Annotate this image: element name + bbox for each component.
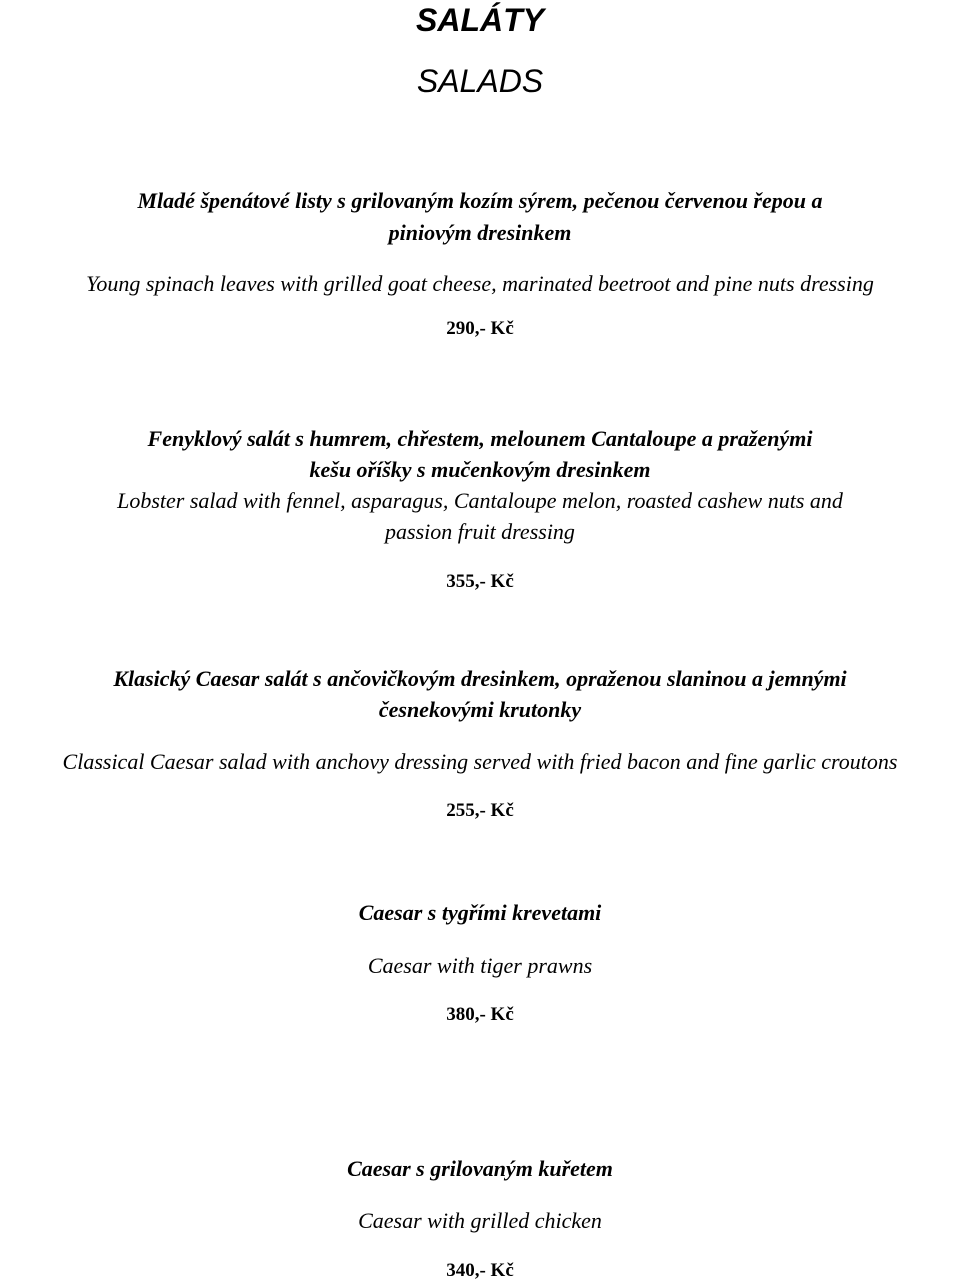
menu-item-2-czech-name-line-1: Fenyklový salát s humrem, chřestem, melounem Cantaloupe a praženými — [147, 426, 813, 451]
menu-item-3-english-name: Classical Caesar salad with anchovy dressing served with fried bacon and fine garlic croutons — [62, 749, 898, 774]
menu-item-1-price: 290,- Kč — [446, 318, 514, 339]
menu-item-2-english-name-line-1: Lobster salad with fennel, asparagus, Cantaloupe melon, roasted cashew nuts and — [117, 488, 843, 513]
menu-item-2-price: 355,- Kč — [446, 571, 514, 592]
menu-item-4-english-name: Caesar with tiger prawns — [367, 953, 593, 978]
menu-item-3-czech-name-line-1: Klasický Caesar salát s ančovičkovým dresinkem, opraženou slaninou a jemnými — [113, 666, 847, 691]
menu-item-5-english-name: Caesar with grilled chicken — [358, 1208, 602, 1233]
menu-item-2-czech-name-line-2: kešu oříšky s mučenkovým dresinkem — [309, 457, 651, 482]
menu-item-1-english-name: Young spinach leaves with grilled goat cheese, marinated beetroot and pine nuts dressing — [86, 271, 874, 296]
page-title-english: SALADS — [416, 63, 544, 99]
menu-item-4-czech-name: Caesar s tygřími krevetami — [358, 900, 602, 925]
menu-item-3-czech-name-line-2: česnekovými krutonky — [378, 697, 582, 722]
menu-item-1-czech-name-line-1: Mladé špenátové listy s grilovaným kozím sýrem, pečenou červenou řepou a — [137, 188, 823, 213]
menu-item-2-english-name-line-2: passion fruit dressing — [385, 519, 575, 544]
page-title-czech: SALÁTY — [416, 2, 544, 38]
menu-item-5-price: 340,- Kč — [446, 1260, 514, 1281]
menu-item-3-price: 255,- Kč — [446, 800, 514, 821]
menu-item-4-price: 380,- Kč — [446, 1004, 514, 1025]
menu-item-5-czech-name: Caesar s grilovaným kuřetem — [347, 1156, 613, 1181]
menu-item-1-czech-name-line-2: piniovým dresinkem — [388, 220, 572, 245]
